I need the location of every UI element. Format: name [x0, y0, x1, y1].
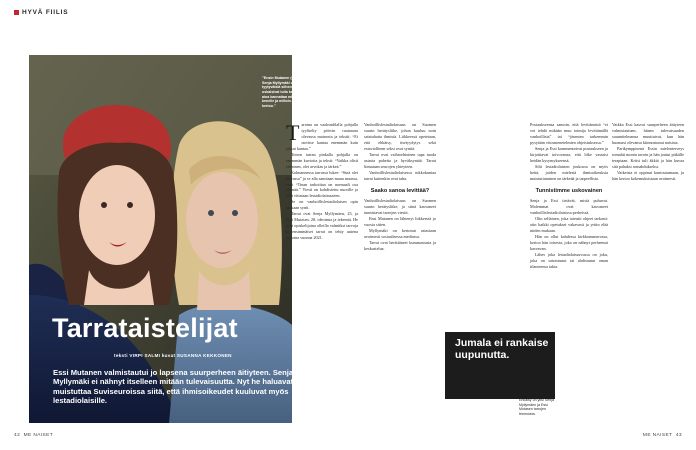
- paragraph: Myllymäki on kertonut asiastaan avoimesti sosiaalisessa mediassa.: [364, 228, 436, 240]
- drop-cap: T: [286, 120, 300, 145]
- footer-right: ME NAISET 43: [642, 433, 682, 438]
- column-3: [530, 122, 608, 270]
- paragraph: Parikymppisenä Essin mielenterveys romahti monin tavoin ja hän joutui pitkälle terapiaan. Kriisi tuli äkkiä ja hän kuvaa sitä pahaksi romahdukseksi.: [612, 145, 684, 169]
- subheading: Tunnistimme uskovainen: [535, 187, 603, 194]
- quote-text: Jumala ei rankaise uupunutta.: [455, 337, 549, 362]
- lead-paragraph: Essi Mutanen valmistautui jo lapsena suurperheen äitiyteen. Senja Myllymäki ei nähnyt itselleen mitään tulevaisuutta. Nyt he haluavat muistuttaa Suviseuroissa siitä, että ihmisoikeudet kuuluvat myös lestadiolaisille.: [53, 368, 294, 405]
- paragraph: Toisen tarran pinkalla pohjalla on enemmän kuvioita ja teksti: “Vaikka olisit erilainen, olet arvokas ja tärkeä.”: [286, 151, 358, 169]
- paragraph: Hän on ollut kahdessa kirkkonumerossa, kertoo hän toisesta, joka on nähnyt perheensä kasvavan.: [530, 234, 608, 252]
- paragraph: Se on vanhoillislestadiolaisen opin mukaan synti.: [286, 199, 358, 211]
- paragraph: Vaikeista ei oppinut kuntoutumaan, ja hän kertoo kokemuksistaan avoimesti.: [612, 169, 684, 181]
- section-label: HYVÄ FIILIS: [14, 9, 68, 16]
- column-1: [286, 122, 358, 241]
- paragraph: Tarrat ovat vaihtoehtoinen tapa tuoda asiasta puhetta ja hyväksyntää. Tarrat liimataan seurojen yhteyteen.: [364, 151, 436, 169]
- paragraph: Vaikka Essi kasvoi suurperheen äitiyteen valmistautuen, hänen tulevaisuuden suunnitelmansa muuttuivat, kun hän huomasi olevansa kiinnostunut naisista.: [612, 122, 684, 145]
- paragraph: Senja ja Essi kommentoivat postaukseen ja kirjoittavat toivovansa, että liike vastaisi heidän kysymykseensä.: [530, 145, 608, 163]
- inset-caption: Ehkäisy on yksi Senja Myllymäen ja Essi Mutasen tarrojen teemoista.: [519, 398, 554, 417]
- paragraph: Vanhoillislestadiolaisuus on Suomen suurin herätysliike, ja siinä kasvaneet tunnistavat tarrojen viestit.: [364, 198, 436, 216]
- red-square-icon: [14, 10, 19, 15]
- paragraph: Tarrat ovat herättäneet kummastusta ja keskustelua.: [364, 240, 436, 252]
- column-4: [612, 122, 684, 182]
- article-title: Tarrataistelijat: [52, 313, 238, 343]
- photo-caption: ”Ensin Mutanen (vas.) ja Senja Myllymäki ovat tyytyväisiä siihen, että he uskalsivat tulla kaapista. Silti aina kannattaa miettiä, kenelle ja milloin asiastaan kertoo.”: [262, 76, 312, 109]
- paragraph: Tarrat ovat Senja Myllymäen, 25, ja Essi Mutasen, 28, ideoimia ja tekemiä. He ovat opiskelijoina olleilla valmiiksi tarvoja ja ensimmäiset tarrat on tehty uutena tarroina vuonna 2021.: [286, 211, 358, 241]
- paragraph: Vanhoillislestadiolaisuus on Suomen suurin herätysliike, johon kuuluu noin satatuhatta ihmistä. Liikkeessä opetetaan, että ehkäisy, itsetyydytys sekä esiaviollinen seksi ovat syntiä.: [364, 122, 436, 151]
- paragraph: Vanhoillislestadiolaisessa nikkokuntaa tarrat kuitenkin ovat tabu.: [364, 169, 436, 181]
- column-2: [364, 122, 436, 252]
- footer-left: 42 ME NAISET: [14, 433, 54, 438]
- paragraph: Silti lestadiolaisten joukossa on myös heitä, joiden mielestä ihmisoikeuksia muistuttaminen on tärkeää ja tarpeellista.: [530, 163, 608, 181]
- paragraph: Kolmannessa tarrassa lukee: “Sinä olet turvassa” ja se alla sanotaan maan maassa, ettei “Tinan tarkoittaa on normaali osa elämää.” Viesti on kohdistettu nuorille ja sillä viitataan lestadiolaisuuteen.: [286, 169, 358, 199]
- subheading: Saako sanoa levittää?: [370, 187, 430, 194]
- paragraph: Olin sellainen, joka toteutti ohjeet tarkasti: otin kaikki opetukset vakavasti ja yritin elää niiden mukaan.: [530, 216, 608, 234]
- paragraph: Postaukseensa samoin, että levittämistä “ei voi tehdä mikään muu toimija levittämällä vanhoillisia” tai “jäsenten tarkemmin pysytään vitosmenetelmien ohjeistuksessa.”: [530, 122, 608, 145]
- paragraph: Senja ja Essi tietävät, mistä puhuvat. Molemmat ovat kasvaneet vanhoillislestadiolaisissa perheissä.: [530, 198, 608, 216]
- paragraph: Lähes joka lestadiolaissuvussa on joku, joka on sairastunut tai ahdistunut oman tilanteensa takia.: [530, 252, 608, 269]
- byline: teksti VIRPI SALMI kuvat SUSANNA KEKKONEN: [114, 353, 232, 358]
- paragraph: arrana on vaaleanlilalla pohjalla tyylitelty pöövin rautaaura olevassa mainosta ja tekstit: “Et tarvitse kantaa enemmän kuin jaksat kantaa.”: [286, 122, 358, 151]
- paragraph: Ensi Mutanen on lähtenyt liikkeestä jo vuosia sitten.: [364, 216, 436, 228]
- sticker-quote: [445, 332, 555, 399]
